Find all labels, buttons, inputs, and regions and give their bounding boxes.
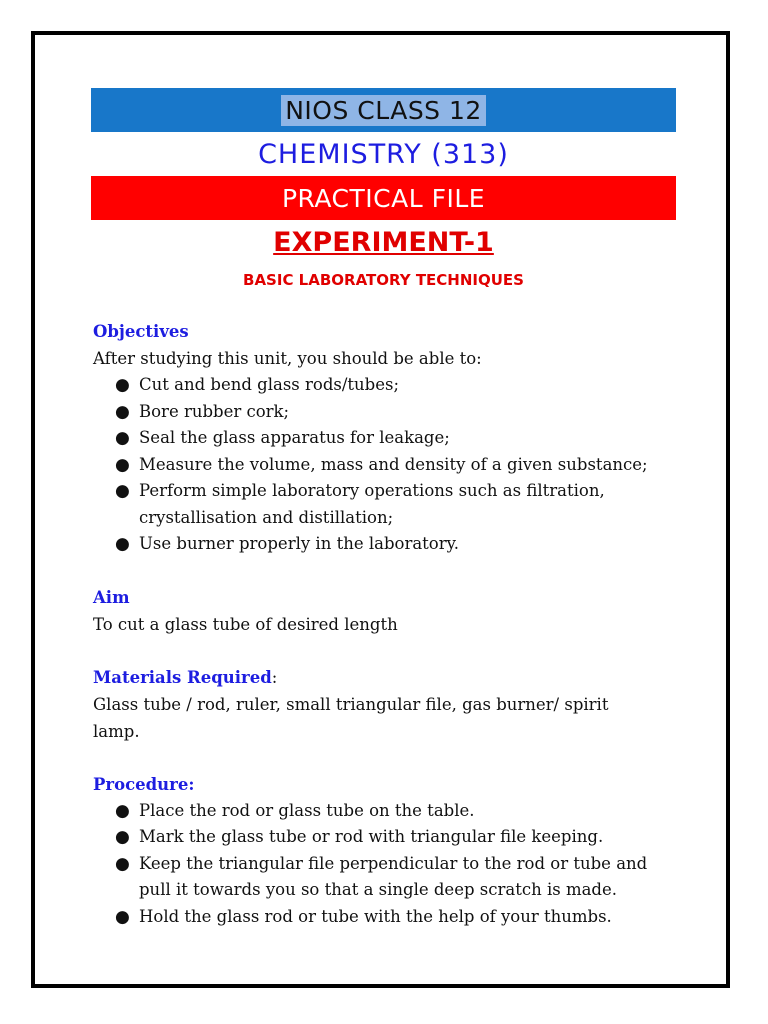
aim-text: To cut a glass tube of desired length (93, 614, 398, 634)
bullet-icon: ● (115, 401, 130, 422)
bullet-icon: ● (115, 375, 130, 395)
class-banner (91, 88, 676, 132)
class-label: NIOS CLASS 12 (281, 95, 486, 126)
procedure-list (93, 798, 693, 931)
list-item: ● Measure the volume, mass and density of a given substance; (115, 452, 693, 479)
list-item: ● Seal the glass apparatus for leakage; (115, 425, 693, 452)
list-item: ● Bore rubber cork; (115, 399, 693, 426)
materials-text: Glass tube / rod, ruler, small triangular file, gas burner/ spirit lamp. (93, 694, 609, 741)
list-item: ● Mark the glass tube or rod with triangular file keeping. (115, 824, 693, 851)
subject-title: CHEMISTRY (313) (258, 139, 509, 170)
experiment-title: EXPERIMENT-1 (273, 227, 494, 258)
bullet-icon: ● (115, 428, 130, 448)
list-item: ● Use burner properly in the laboratory. (115, 531, 693, 558)
bullet-icon: ● (115, 853, 130, 874)
document-body (93, 318, 693, 930)
objectives-heading: Objectives (93, 322, 189, 341)
list-item: ● Cut and bend glass rods/tubes; (115, 372, 693, 399)
practical-file-banner (91, 176, 676, 220)
list-item: ● Hold the glass rod or tube with the help of your thumbs. (115, 904, 693, 931)
objectives-list (93, 372, 693, 558)
bullet-icon: ● (115, 906, 130, 927)
procedure-heading: Procedure: (93, 774, 195, 794)
materials-heading: Materials Required: (93, 667, 278, 687)
bullet-icon: ● (115, 827, 130, 847)
aim-heading: Aim (93, 587, 130, 607)
practical-file-label: PRACTICAL FILE (281, 183, 486, 213)
experiment-topic: BASIC LABORATORY TECHNIQUES (243, 271, 524, 289)
objectives-intro: After studying this unit, you should be able to: (93, 349, 482, 368)
bullet-icon: ● (115, 454, 130, 475)
list-item: ● Keep the triangular file perpendicular to the rod or tube and pull it towards you so that a single deep scratch is made. (115, 851, 693, 904)
bullet-icon: ● (115, 800, 130, 821)
bullet-icon: ● (115, 534, 130, 554)
list-item: ● Perform simple laboratory operations such as filtration, crystallisation and distillation; (115, 478, 693, 531)
bullet-icon: ● (115, 481, 130, 501)
list-item: ● Place the rod or glass tube on the table. (115, 798, 693, 825)
